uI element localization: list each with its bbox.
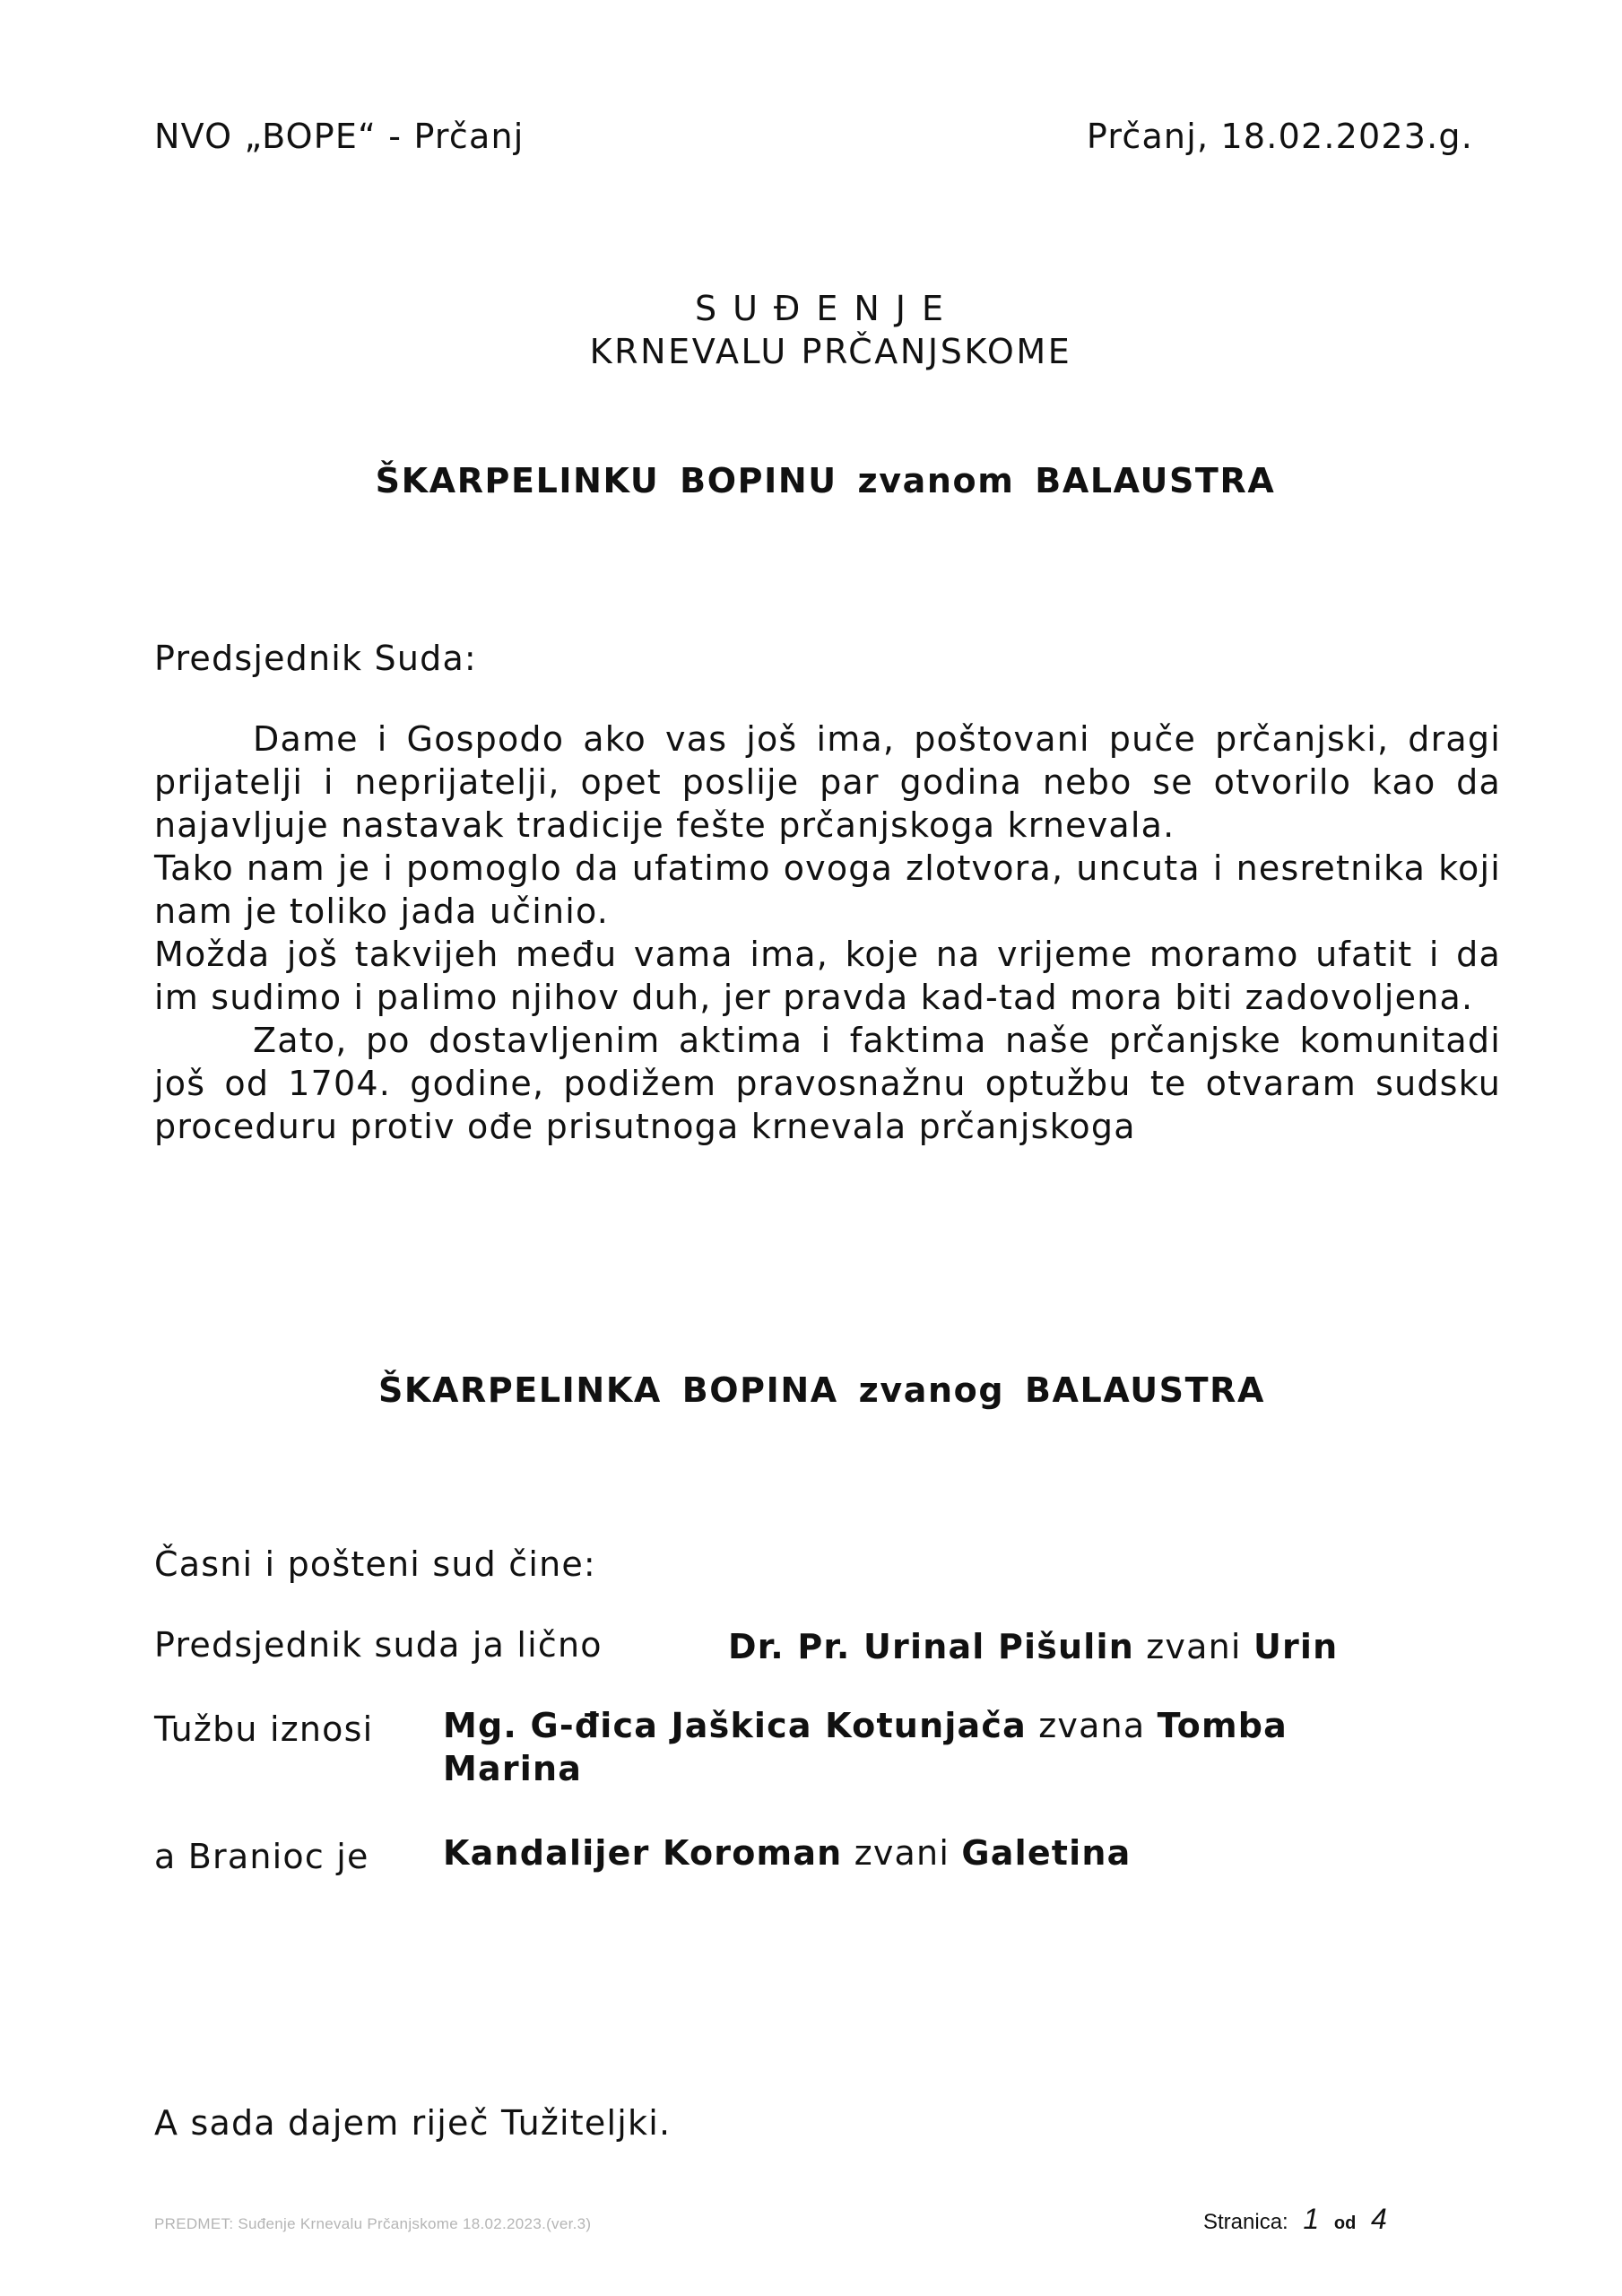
defendant-heading-dative: [0, 461, 1622, 500]
member-value: [728, 1625, 1535, 1668]
court-intro: Časni i pošteni sud čine:: [154, 1544, 596, 1584]
speech-paragraph: Zato, po dostavljenim aktima i faktima naše prčanjske komunitadi još od 1704. godine, podižem pravosnažnu optužbu te otvaram sudsku proceduru protiv ođe prisutnoga krnevala prčanjskoga: [154, 1021, 1501, 1146]
member-nickname: Galetina: [961, 1833, 1132, 1873]
defendant-nickname: BALAUSTRA: [1024, 1370, 1266, 1410]
place-date: Prčanj, 18.02.2023.g.: [1086, 117, 1473, 156]
defendant-nickname: BALAUSTRA: [1035, 461, 1276, 500]
member-name: Dr. Pr. Urinal Pišulin: [728, 1627, 1134, 1666]
defendant-name: ŠKARPELINKA BOPINA: [377, 1370, 838, 1410]
defendant-called: zvanom: [857, 461, 1015, 500]
speech-paragraph: Možda još takvijeh među vama ima, koje na vrijeme moramo ufatit i da im sudimo i palimo njihov duh, jer pravda kad-tad mora biti zadovoljena.: [154, 935, 1501, 1017]
member-called: zvani: [854, 1833, 950, 1873]
member-name: Mg. G-đica Jaškica Kotunjača: [443, 1706, 1027, 1745]
document-title: SUĐENJE: [694, 289, 960, 328]
court-member-defender: [154, 1833, 1501, 1876]
page-of: od: [1333, 2213, 1357, 2233]
speech-paragraph: Tako nam je i pomoglo da ufatimo ovoga zlotvora, uncuta i nesretnika koji nam je toliko jada učinio.: [154, 848, 1501, 931]
page-total: 4: [1370, 2203, 1387, 2235]
page-current: 1: [1303, 2203, 1320, 2235]
member-value: [443, 1831, 1429, 1874]
speaker-label: Predsjednik Suda:: [154, 639, 477, 678]
member-nickname: Urin: [1253, 1627, 1339, 1666]
defendant-called: zvanog: [858, 1370, 1005, 1410]
page-label: Stranica:: [1203, 2210, 1288, 2234]
court-member-prosecutor: [154, 1706, 1501, 1788]
defendant-heading-genitive: [0, 1370, 1622, 1410]
member-role: Predsjednik suda ja lično: [154, 1625, 603, 1665]
member-called: zvani: [1146, 1627, 1242, 1666]
court-member-president: [154, 1625, 1501, 1665]
page-indicator: [1203, 2203, 1396, 2236]
member-called: zvana: [1038, 1706, 1146, 1745]
footer-subject: PREDMET: Suđenje Krnevalu Prčanjskome 18.02.2023.(ver.3): [154, 2215, 592, 2232]
closing-statement: A sada dajem riječ Tužiteljki.: [154, 2103, 672, 2143]
member-nickname: Tomba Marina: [443, 1706, 1288, 1788]
member-name: Kandalijer Koroman: [443, 1833, 843, 1873]
speech-body: [154, 718, 1501, 1148]
organization-name: NVO „BOPE“ - Prčanj: [154, 117, 525, 156]
speech-paragraph: Dame i Gospodo ako vas još ima, poštovani puče prčanjski, dragi prijatelji i neprijatelji, opet poslije par godina nebo se otvorilo kao da najavljuje nastavak tradicije fešte prčanjskoga krnevala.: [154, 719, 1501, 845]
member-value: [443, 1704, 1411, 1790]
member-role: Tužbu iznosi: [154, 1709, 374, 1749]
defendant-name: ŠKARPELINKU BOPINU: [375, 461, 837, 500]
document-subtitle: KRNEVALU PRČANJSKOME: [589, 332, 1072, 371]
member-role: a Branioc je: [154, 1837, 369, 1876]
